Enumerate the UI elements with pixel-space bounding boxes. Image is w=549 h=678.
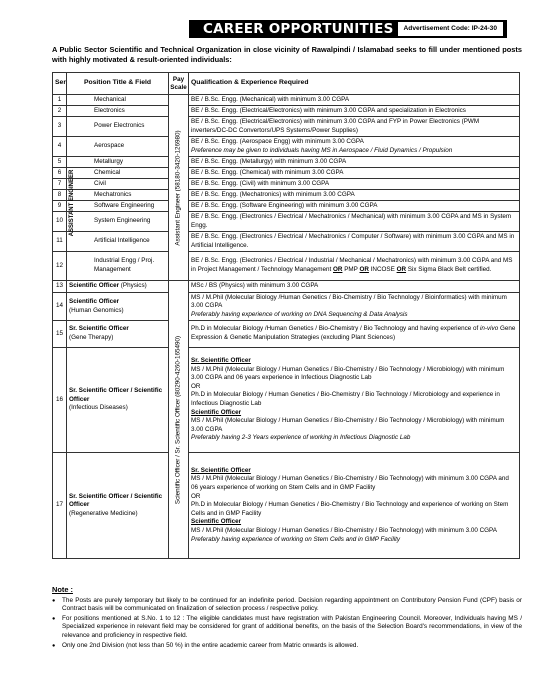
or-separator: OR [359, 266, 369, 273]
page-title: CAREER OPPORTUNITIES [203, 21, 394, 37]
row-ser: 17 [53, 453, 67, 559]
header-qualification: Qualification & Experience Required [189, 73, 520, 95]
qualification-text: Ph.D in Molecular Biology / Human Genetics / Bio-Chemistry / Bio Technology and experience of working on Stem Cells and in GMP Facility [191, 501, 509, 517]
header-position: Position Title & Field [67, 73, 169, 95]
table-row [53, 137, 520, 157]
table-row [53, 201, 520, 212]
qualification-text: Six Sigma Black Belt certified. [406, 266, 492, 273]
table-row [53, 252, 520, 281]
row-ser: 8 [53, 190, 67, 201]
notes-heading: Note : [52, 585, 73, 594]
position-field: (Physics) [119, 282, 147, 290]
notes-section [52, 586, 522, 651]
row-position: System Engineering [67, 212, 169, 232]
position-label: Sr. Scientific Officer / Scientific Officer [69, 387, 163, 403]
position-field: (Infectious Diseases) [69, 404, 128, 412]
qualification-text: PMP [342, 266, 360, 273]
qualification-text: Ph.D in Molecular Biology /Human Genetics / Bio-Chemistry / Bio Technology and having experience of [191, 325, 480, 333]
row-qualification [189, 252, 520, 281]
table-row [53, 293, 520, 321]
group-label-text: ASSISTANT ENGINEER [69, 169, 75, 237]
qualification-text: MS / M.Phil (Molecular Biology / Human Genetics / Bio-Chemistry / Bio Technology) with minimum 3.00 CGPA [191, 526, 497, 534]
row-qualification [189, 321, 520, 348]
row-ser: 9 [53, 201, 67, 212]
table-row [53, 190, 520, 201]
table-row [53, 106, 520, 117]
row-qualification: BE / B.Sc. Engg. (Mechatronics) with minimum 3.00 CGPA [189, 190, 520, 201]
row-position: Power Electronics [67, 117, 169, 137]
row-position [67, 293, 169, 321]
sub-heading: Scientific Officer [191, 518, 242, 526]
advertisement-code: Advertisement Code: IP-24-30 [398, 22, 503, 36]
pay-scale-scientific [169, 281, 189, 559]
table-row [53, 348, 520, 453]
row-ser: 13 [53, 281, 67, 293]
table-header-row [53, 73, 520, 95]
row-ser: 12 [53, 252, 67, 281]
row-position: Metallurgy [67, 157, 169, 168]
row-ser: 7 [53, 179, 67, 190]
row-qualification: MSc / BS (Physics) with minimum 3.00 CGPA [189, 281, 520, 293]
row-qualification: BE / B.Sc. Engg. (Electronics / Electrical / Mechatronics / Mechanical) with minimum 3.00 CGPA and MS in System Engg. [189, 212, 520, 232]
qualification-text: Gene Expression & Genetic Manipulation Strategies (excluding Plant Sciences) [191, 325, 516, 341]
row-qualification: BE / B.Sc. Engg. (Electrical/Electronics) with minimum 3.00 CGPA and specialization in Electronics [189, 106, 520, 117]
note-text: Only one 2nd Division (not less than 50 %) in the entire academic career from Matric onwards is allowed. [62, 641, 359, 649]
note-item [52, 642, 522, 651]
row-position: Chemical [67, 168, 169, 179]
intro-text: A Public Sector Scientific and Technical Organization in close vicinity of Rawalpindi / Islamabad seeks to fill under mentioned posts with highly motivated & result-oriented individuals: [52, 45, 522, 64]
table-row [53, 281, 520, 293]
row-position [67, 281, 169, 293]
table-row [53, 453, 520, 559]
qualification-text: INCOSE [368, 266, 397, 273]
table-row [53, 321, 520, 348]
row-position: Software Engineering [67, 201, 169, 212]
row-position: Aerospace [67, 137, 169, 157]
positions-table [52, 72, 520, 559]
row-position [67, 348, 169, 453]
qualification-text: MS / M.Phil (Molecular Biology / Human Genetics / Bio-Chemistry / Bio Technology) with minimum 3.00 CGPA and 06 years experience of working on Stem Cells and in GMP Facility [191, 475, 509, 492]
note-item [52, 615, 522, 641]
sub-heading: Sr. Scientific Officer [191, 357, 251, 365]
group-label-assistant-engineer [67, 166, 77, 240]
table-row [53, 95, 520, 106]
row-ser: 16 [53, 348, 67, 453]
sub-heading: Sr. Scientific Officer [191, 466, 251, 474]
position-field: (Regenerative Medicine) [69, 509, 138, 517]
row-ser: 10 [53, 212, 67, 232]
position-label: Sr. Scientific Officer [69, 325, 129, 333]
qualification-preference: Preference may be given to individuals having MS in Aerospace / Fluid Dynamics / Propulsion [191, 146, 453, 154]
row-ser: 2 [53, 106, 67, 117]
or-separator: OR [191, 382, 201, 390]
row-qualification: BE / B.Sc. Engg. (Civil) with minimum 3.00 CGPA [189, 179, 520, 190]
row-position: Electronics [67, 106, 169, 117]
header-pay: Pay Scale [169, 73, 189, 95]
row-position: Mechatronics [67, 190, 169, 201]
qualification-preference: Preferably having experience of working on Stem Cells and in GMP Facility [191, 535, 401, 543]
note-text: The Posts are purely temporary but likely to be continued for an indefinite period. Decision regarding appointment on Contributory Pension Fund (CPF) basis or Contract basis will be communicated on finalization of selection process / respective policy. [62, 596, 522, 613]
pay-scale-engineer [169, 95, 189, 281]
note-item [52, 597, 522, 614]
bullet-icon: ● [52, 642, 56, 649]
header-ser: Ser [53, 73, 67, 95]
row-qualification: BE / B.Sc. Engg. (Software Engineering) with minimum 3.00 CGPA [189, 201, 520, 212]
pay-scale-engineer-text: Assistant Engineer (58180-3420-126980) [174, 129, 182, 246]
position-label: Sr. Scientific Officer / Scientific Officer [69, 492, 163, 509]
title-banner [189, 20, 507, 38]
qualification-text: Ph.D in Molecular Biology / Human Genetics / Bio-Chemistry / Bio Technology / Microbiology and experience in Infectious Diagnostic Lab [191, 391, 500, 407]
position-field: (Human Genomics) [69, 306, 124, 314]
row-qualification: BE / B.Sc. Engg. (Chemical) with minimum 3.00 CGPA [189, 168, 520, 179]
note-text: For positions mentioned at S.No. 1 to 12 : The eligible candidates must have registration with Pakistan Engineering Council. Moreover, Individuals having MS / Specialized experience in relevant field may be considered for grant of additional benefits, on the basis of the Selection Board's recommendations, in view of the relevance and proficiency in respective field. [62, 614, 522, 639]
position-label: Mechanical [94, 95, 126, 103]
row-position: Artificial Intelligence [67, 232, 169, 252]
row-qualification [189, 293, 520, 321]
row-position [67, 453, 169, 559]
or-separator: OR [333, 266, 343, 273]
qualification-preference: Preferably having 2-3 Years experience of working in Infectious Diagnostic Lab [191, 434, 411, 442]
row-qualification: BE / B.Sc. Engg. (Electronics / Electrical / Mechatronics / Computer / Software) with minimum 3.00 CGPA and MS in Artificial Intelligence. [189, 232, 520, 252]
row-qualification: BE / B.Sc. Engg. (Electrical/Electronics) with minimum 3.00 CGPA and FYP in Power Electronics (PWM inverters/DC-DC Convertors/UPS Systems/Power Supplies) [189, 117, 520, 137]
row-ser: 1 [53, 95, 67, 106]
row-qualification [189, 348, 520, 453]
row-qualification: BE / B.Sc. Engg. (Metallurgy) with minimum 3.00 CGPA [189, 157, 520, 168]
row-position [67, 321, 169, 348]
position-field: (Gene Therapy) [69, 334, 114, 341]
bullet-icon: ● [52, 597, 56, 604]
pay-scale-scientific-text: Scientific Officer / Sr. Scientific Officer (80290-4260-165490) [174, 335, 182, 504]
qualification-preference: Preferably having experience of working on DNA Sequencing & Data Analysis [191, 310, 408, 318]
row-ser: 11 [53, 232, 67, 252]
bullet-icon: ● [52, 615, 56, 622]
row-position: Industrial Engg / Proj. Management [67, 252, 169, 281]
row-ser: 6 [53, 168, 67, 179]
qualification-text: MS / M.Phil (Molecular Biology / Human Genetics / Bio-Chemistry / Bio Technology / Microbiology) with minimum 3.00 CGPA and 06 years experience in Infectious Diagnostic Lab [191, 365, 505, 382]
table-row [53, 157, 520, 168]
row-ser: 5 [53, 157, 67, 168]
row-position: Civil [67, 179, 169, 190]
table-row [53, 212, 520, 232]
qualification-italic: in-vivo [480, 325, 499, 333]
qualification-text: MS / M.Phil (Molecular Biology /Human Genetics / Bio-Chemistry / Bio Technology / Bioinformatics) with minimum 3.00 CGPA [191, 293, 507, 310]
table-row [53, 117, 520, 137]
row-ser: 3 [53, 117, 67, 137]
row-position [67, 95, 169, 106]
or-separator: OR [191, 492, 201, 500]
position-label: Scientific Officer [69, 297, 120, 305]
table-row [53, 232, 520, 252]
position-label: Scientific Officer [69, 282, 120, 290]
row-qualification [189, 453, 520, 559]
sub-heading: Scientific Officer [191, 408, 242, 416]
or-separator: OR [396, 266, 407, 273]
qualification-text: BE / B.Sc. Engg. (Aerospace Engg) with minimum 3.00 CGPA [191, 137, 364, 145]
qualification-text: BE / B.Sc. Engg. (Electronics / Electrical / Industrial / Mechanical / Mechatronics) with minimum 3.00 CGPA and MS in Project Management / Technology Management [191, 257, 513, 273]
row-ser: 4 [53, 137, 67, 157]
row-ser: 14 [53, 293, 67, 321]
qualification-text: MS / M.Phil (Molecular Biology / Human Genetics / Bio-Chemistry / Bio Technology / Microbiology) with minimum 3.00 CGPA [191, 417, 505, 433]
row-qualification [189, 137, 520, 157]
row-ser: 15 [53, 321, 67, 348]
row-qualification: BE / B.Sc. Engg. (Mechanical) with minimum 3.00 CGPA [189, 95, 520, 106]
table-row [53, 179, 520, 190]
table-row [53, 168, 520, 179]
